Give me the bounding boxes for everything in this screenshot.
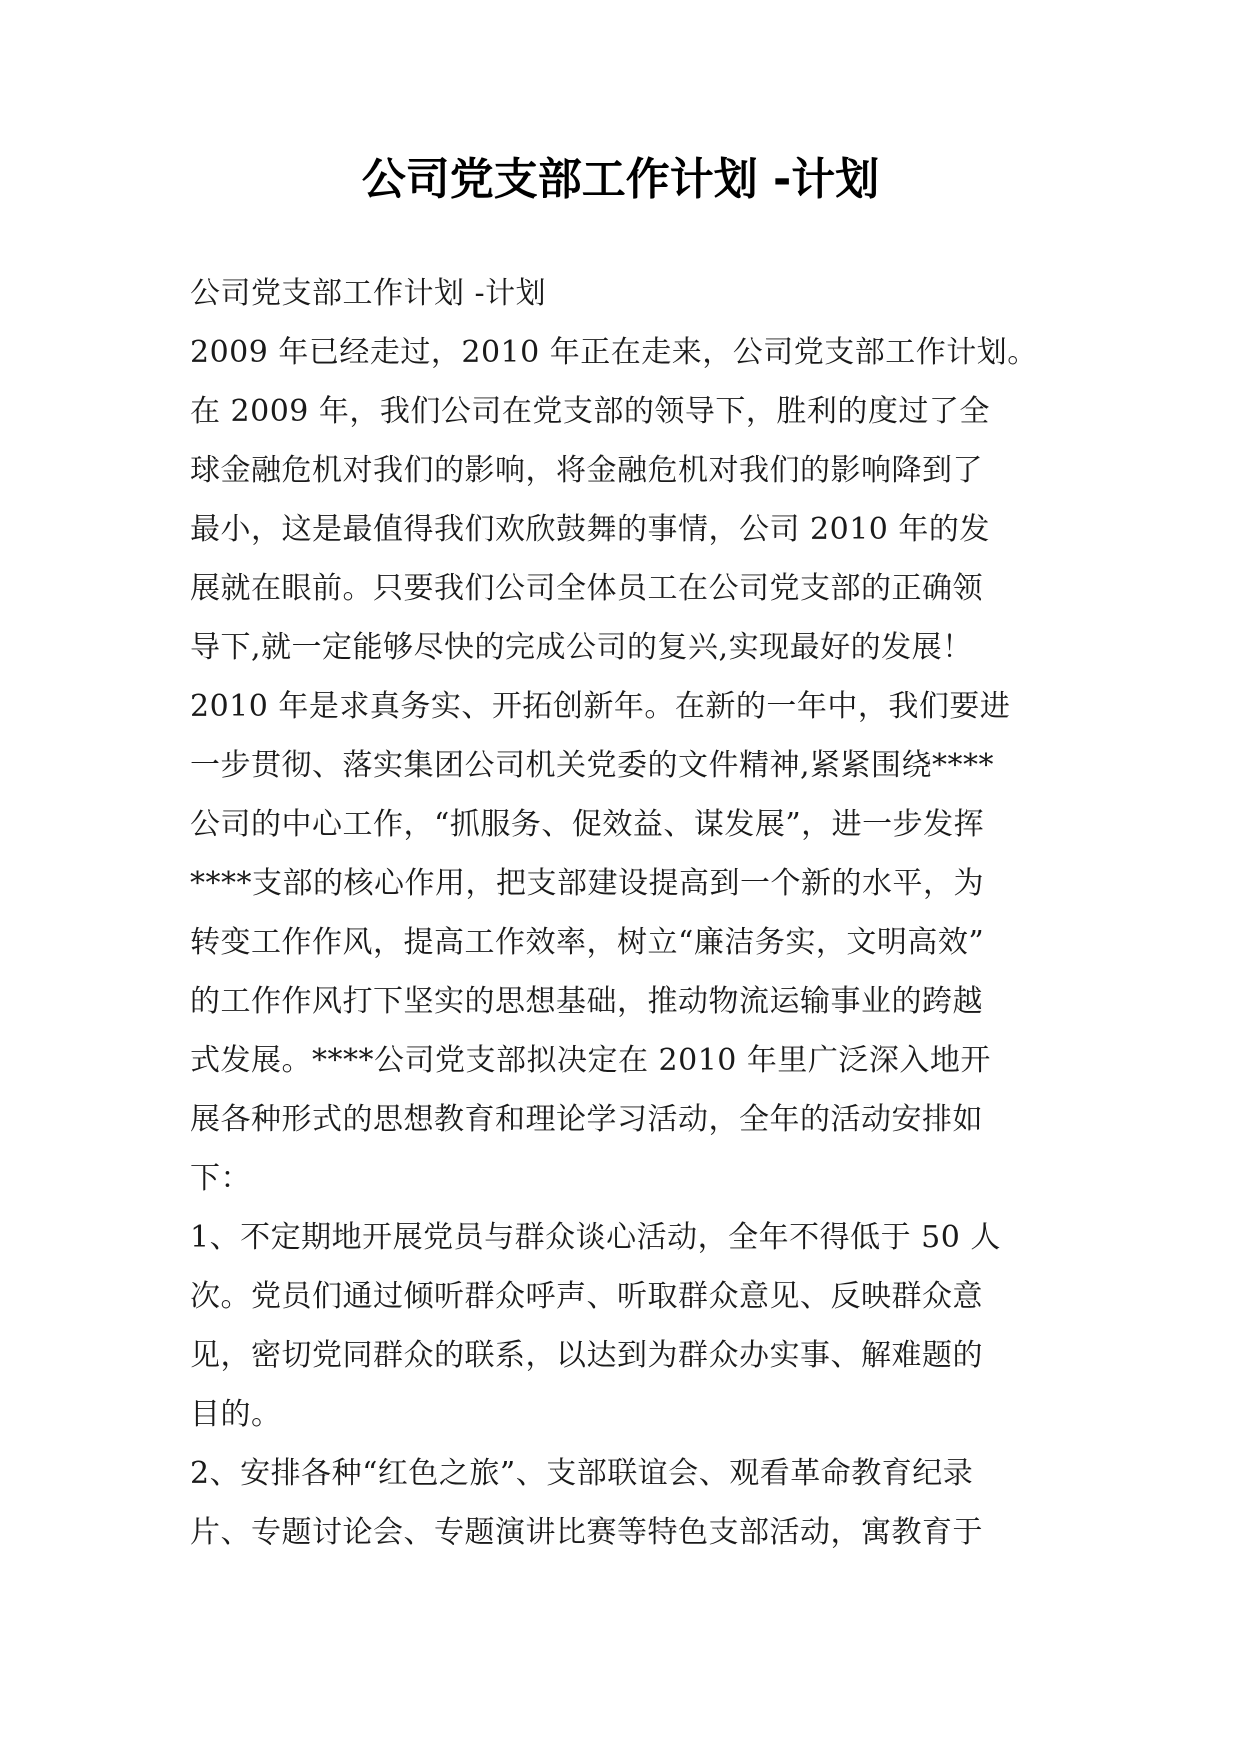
text-line: 2、安排各种“红色之旅”、支部联谊会、观看革命教育纪录 bbox=[190, 1456, 974, 1491]
text-line: 一步贯彻、落实集团公司机关党委的文件精神,紧紧围绕**** bbox=[190, 748, 995, 783]
text-line: 球金融危机对我们的影响，将金融危机对我们的影响降到了 bbox=[190, 453, 983, 488]
text-line: 导下,就一定能够尽快的完成公司的复兴,实现最好的发展！ bbox=[190, 630, 973, 665]
text-line: 见，密切党同群众的联系，以达到为群众办实事、解难题的 bbox=[190, 1338, 983, 1373]
text-line: 2010 年是求真务实、开拓创新年。在新的一年中，我们要进 bbox=[190, 689, 1011, 724]
text-line: 1、不定期地开展党员与群众谈心活动，全年不得低于 50 人 bbox=[190, 1220, 1001, 1255]
text-line: 在 2009 年，我们公司在党支部的领导下，胜利的度过了全 bbox=[190, 394, 990, 429]
text-line: 最小，这是最值得我们欢欣鼓舞的事情，公司 2010 年的发 bbox=[190, 512, 990, 547]
document-title: 公司党支部工作计划 -计划 bbox=[361, 154, 880, 205]
text-line: 公司党支部工作计划 -计划 bbox=[190, 276, 547, 311]
text-line: 次。党员们通过倾听群众呼声、听取群众意见、反映群众意 bbox=[190, 1279, 983, 1314]
text-line: ****支部的核心作用，把支部建设提高到一个新的水平，为 bbox=[190, 866, 984, 901]
text-line: 展各种形式的思想教育和理论学习活动，全年的活动安排如 bbox=[190, 1102, 983, 1137]
text-line: 展就在眼前。只要我们公司全体员工在公司党支部的正确领 bbox=[190, 571, 983, 606]
text-line: 片、专题讨论会、专题演讲比赛等特色支部活动，寓教育于 bbox=[190, 1515, 983, 1550]
text-line: 2009 年已经走过，2010 年正在走来，公司党支部工作计划。 bbox=[190, 335, 1038, 370]
text-line: 目的。 bbox=[190, 1397, 282, 1432]
text-line: 下： bbox=[190, 1161, 251, 1196]
text-line: 转变工作作风，提高工作效率，树立“廉洁务实，文明高效” bbox=[190, 925, 985, 960]
text-line: 公司的中心工作，“抓服务、促效益、谋发展”，进一步发挥 bbox=[190, 807, 985, 842]
text-line: 的工作作风打下坚实的思想基础，推动物流运输事业的跨越 bbox=[190, 984, 983, 1019]
document-body bbox=[190, 264, 1070, 1562]
text-line: 式发展。****公司党支部拟决定在 2010 年里广泛深入地开 bbox=[190, 1043, 991, 1078]
